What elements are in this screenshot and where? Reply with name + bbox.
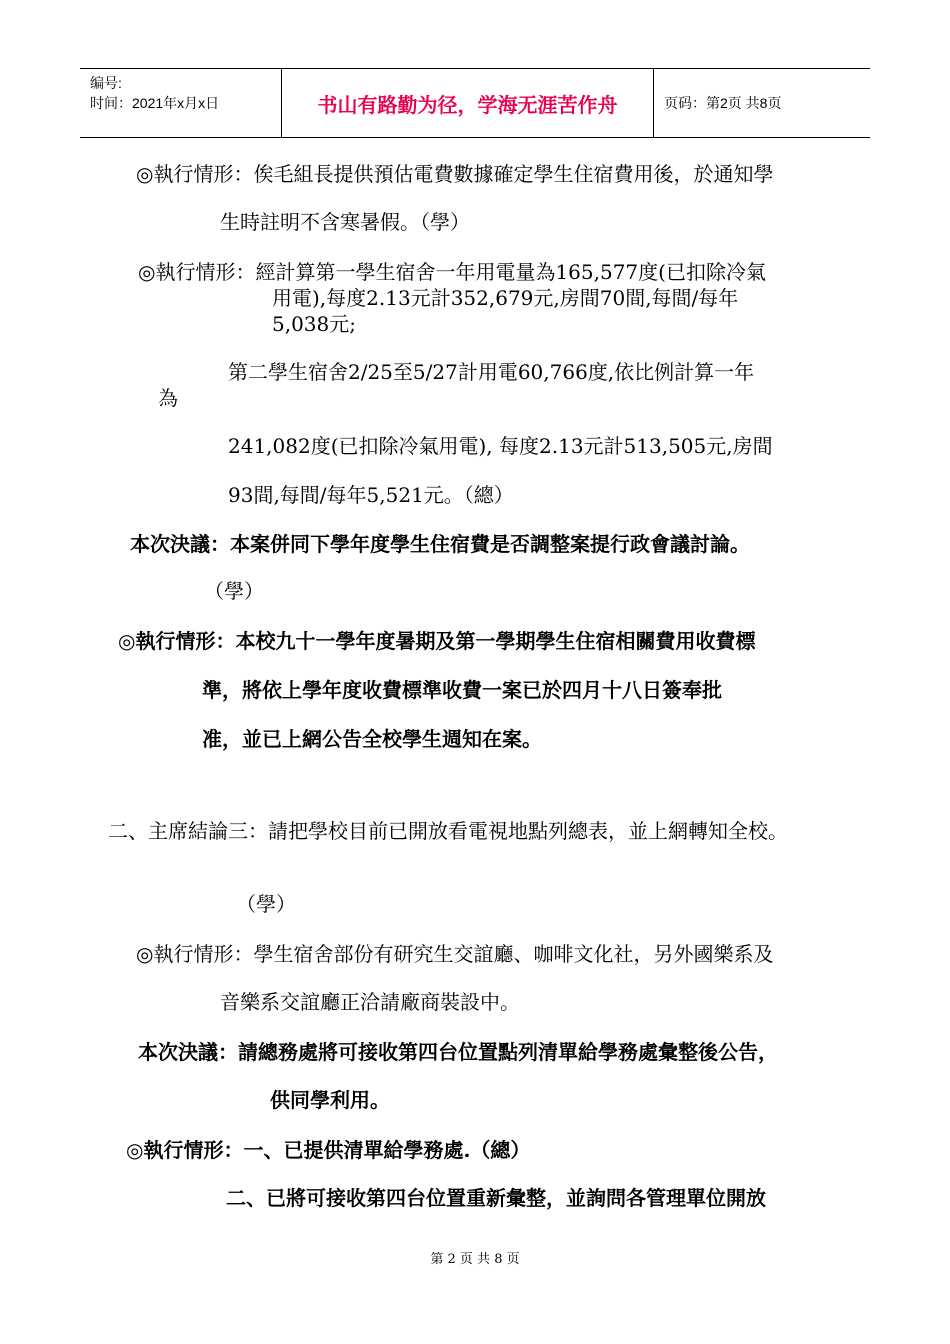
header-page-number: 页码：第2页 共8页	[664, 95, 782, 111]
text-line: 用電),每度2.13元計352,679元,房間70間,每間/每年	[272, 286, 739, 310]
text-line: 第二學生宿舍2/25至5/27計用電60,766度,依比例計算一年	[228, 360, 755, 384]
text-line: ◎執行情形：學生宿舍部份有研究生交誼廳、咖啡文化社，另外國樂系及	[136, 942, 774, 966]
status-line: 准，並已上網公告全校學生週知在案。	[202, 727, 542, 751]
text-line: 5,038元;	[272, 312, 356, 336]
text-line: 241,082度(已扣除冷氣用電), 每度2.13元計513,505元,房間	[228, 434, 773, 458]
header-motto: 书山有路勤为径，学海无涯苦作舟	[282, 69, 654, 137]
text-line: ◎執行情形：俟毛組長提供預估電費數據確定學生住宿費用後，於通知學	[136, 162, 774, 186]
text-line: （學）	[204, 579, 264, 603]
text-line: 生時註明不含寒暑假。（學）	[220, 210, 470, 234]
resolution-line: 本次決議：請總務處將可接收第四台位置點列清單給學務處彙整後公告，	[138, 1040, 778, 1064]
text-line: ◎執行情形：經計算第一學生宿舍一年用電量為165,577度(已扣除冷氣	[138, 260, 766, 284]
resolution-line: 本次決議：本案併同下學年度學生住宿費是否調整案提行政會議討論。	[130, 532, 750, 556]
status-line: 準，將依上學年度收費標準收費一案已於四月十八日簽奉批	[202, 678, 722, 702]
status-line: 二、已將可接收第四台位置重新彙整，並詢問各管理單位開放	[226, 1186, 766, 1210]
header-meta	[80, 69, 282, 137]
number-label: 编号:	[90, 75, 122, 91]
status-line: ◎執行情形：一、已提供清單給學務處.（總）	[126, 1138, 531, 1162]
text-line: 93間,每間/每年5,521元。（總）	[228, 483, 514, 507]
text-line: （學）	[236, 892, 296, 916]
page-header	[80, 68, 870, 138]
text-line: 音樂系交誼廳正洽請廠商裝設中。	[220, 990, 520, 1014]
resolution-line: 供同學利用。	[270, 1088, 390, 1112]
text-line: 為	[158, 386, 178, 410]
date-label: 时间：2021年x月x日	[90, 95, 220, 111]
page-footer: 第 2 页 共 8 页	[430, 1252, 520, 1267]
section-heading: 二、主席結論三：請把學校目前已開放看電視地點列總表，並上網轉知全校。	[108, 819, 788, 843]
status-line: ◎執行情形：本校九十一學年度暑期及第一學期學生住宿相關費用收費標	[118, 629, 756, 653]
